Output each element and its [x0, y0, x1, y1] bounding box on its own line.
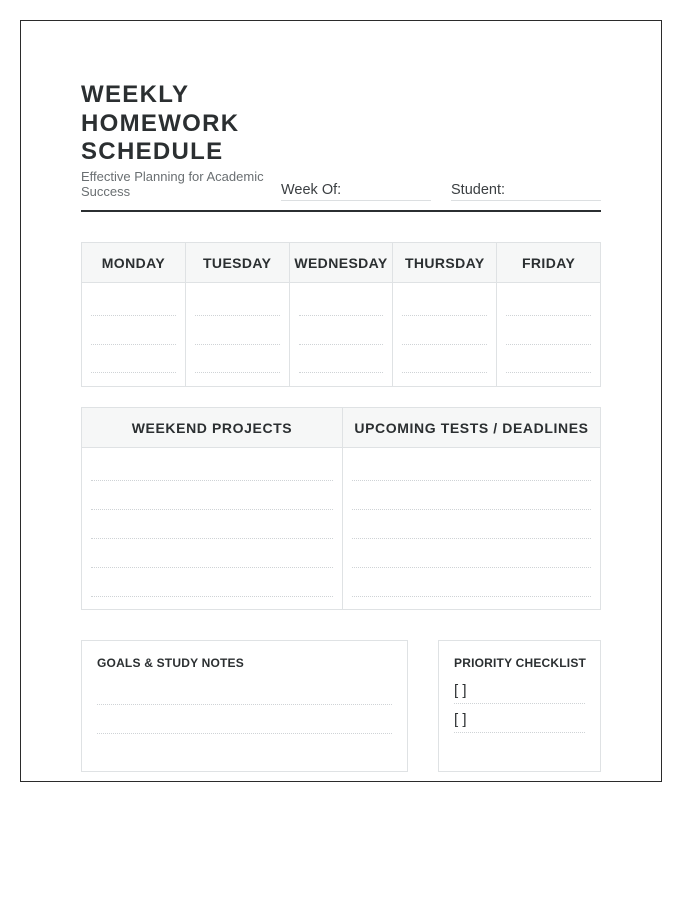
checkbox-icon[interactable]: [ ]	[454, 711, 467, 728]
day-column-monday	[82, 243, 185, 386]
checklist-item[interactable]	[454, 682, 585, 704]
day-header: MONDAY	[82, 243, 185, 283]
day-entry-area[interactable]	[393, 283, 496, 386]
writing-line	[299, 315, 384, 316]
weekday-table	[81, 242, 601, 387]
day-header: WEDNESDAY	[290, 243, 393, 283]
student-field[interactable]	[451, 182, 601, 201]
page-title	[81, 81, 239, 167]
day-column-thursday	[392, 243, 496, 386]
week-of-label: Week Of:	[281, 182, 342, 198]
checklist-item[interactable]	[454, 711, 585, 733]
day-header: THURSDAY	[393, 243, 496, 283]
writing-line	[97, 733, 392, 734]
upcoming-tests-column	[342, 408, 600, 609]
subtitle: Effective Planning for Academic Success	[81, 169, 264, 199]
writing-line	[506, 372, 591, 373]
writing-line	[352, 509, 591, 510]
goals-study-notes-box[interactable]	[81, 640, 408, 772]
writing-line	[402, 344, 487, 345]
day-column-friday	[496, 243, 600, 386]
student-label: Student:	[451, 182, 506, 198]
day-column-tuesday	[185, 243, 289, 386]
writing-line	[352, 567, 591, 568]
weekend-and-tests-table	[81, 407, 601, 610]
writing-line	[91, 567, 333, 568]
writing-line	[402, 315, 487, 316]
writing-line	[402, 372, 487, 373]
writing-line	[97, 704, 392, 705]
goals-title: GOALS & STUDY NOTES	[97, 656, 244, 670]
day-entry-area[interactable]	[497, 283, 600, 386]
writing-line	[352, 480, 591, 481]
writing-line	[91, 538, 333, 539]
weekend-projects-entry-area[interactable]	[82, 448, 342, 609]
writing-line	[195, 372, 280, 373]
writing-line	[195, 344, 280, 345]
writing-line	[506, 315, 591, 316]
header-divider	[81, 210, 601, 212]
priority-checklist-box	[438, 640, 601, 772]
writing-line	[195, 315, 280, 316]
weekend-projects-column	[82, 408, 342, 609]
day-column-wednesday	[289, 243, 393, 386]
writing-line	[299, 344, 384, 345]
day-header: TUESDAY	[186, 243, 289, 283]
day-entry-area[interactable]	[290, 283, 393, 386]
checkbox-icon[interactable]: [ ]	[454, 682, 467, 699]
title-line-1: WEEKLY	[81, 81, 190, 108]
writing-line	[91, 372, 176, 373]
week-of-field[interactable]	[281, 182, 431, 201]
writing-line	[91, 596, 333, 597]
writing-line	[91, 480, 333, 481]
checklist-title: PRIORITY CHECKLIST	[454, 656, 587, 670]
day-entry-area[interactable]	[82, 283, 185, 386]
weekend-projects-header: WEEKEND PROJECTS	[82, 408, 342, 448]
title-line-3: SCHEDULE	[81, 138, 224, 165]
title-line-2: HOMEWORK	[81, 109, 240, 137]
day-header: FRIDAY	[497, 243, 600, 283]
writing-line	[299, 372, 384, 373]
writing-line	[91, 509, 333, 510]
homework-schedule-page	[20, 20, 662, 782]
writing-line	[352, 538, 591, 539]
writing-line	[91, 315, 176, 316]
writing-line	[352, 596, 591, 597]
day-entry-area[interactable]	[186, 283, 289, 386]
writing-line	[506, 344, 591, 345]
upcoming-tests-header: UPCOMING TESTS / DEADLINES	[343, 408, 600, 448]
writing-line	[91, 344, 176, 345]
upcoming-tests-entry-area[interactable]	[343, 448, 600, 609]
